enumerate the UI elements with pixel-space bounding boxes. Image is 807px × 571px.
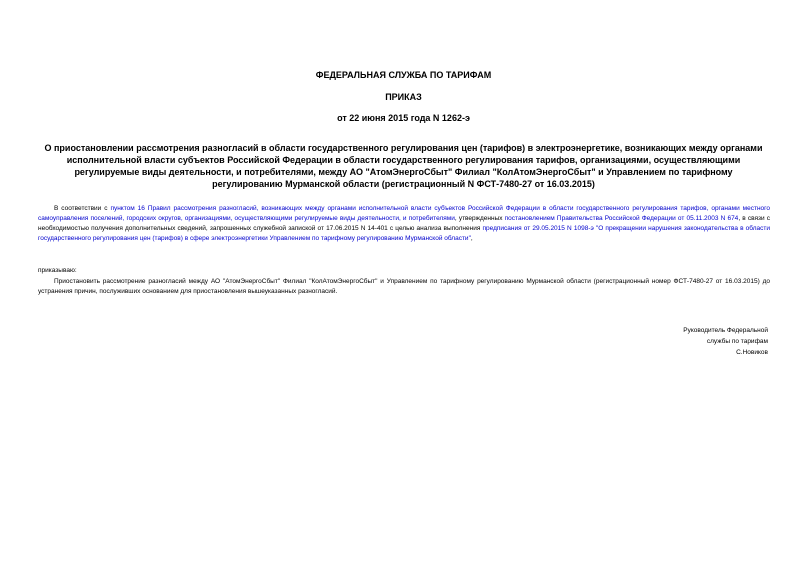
- order-word: приказываю:: [38, 267, 77, 274]
- date-number: от 22 июня 2015 года N 1262-э: [337, 113, 470, 123]
- order-text: Приостановить рассмотрение разногласий между АО "АтомЭнергоСбыт" Филиал "КолАтомЭнергоСбыт" и Управлением по тарифному регулированию Мурманской области (регистрационный номер ФСТ-7480-27 от 16.03.2015) до устранения причин, послуживших основанием для приостановления вышеуказанных разногласий.: [38, 278, 770, 295]
- prescription-link[interactable]: предписания от 29.05.2015 N 1098-э "О прекращении нарушения законодательства в области государственного регулирования цен (тарифов) в сфере электроэнергетики Управлением по тарифному регулированию Мурманской области": [38, 225, 770, 242]
- signature-block: [560, 325, 768, 358]
- rules-link[interactable]: пунктом 16 Правил рассмотрения разногласий, возникающих между органами исполнительной власти субъектов Российской Федерации в области государственного регулирования тарифов, органами местного самоуправления поселений, городских округов, организациями, осуществляющими регулируемые виды деятельности, и потребителями: [38, 205, 771, 222]
- signature-position-line-1: Руководитель Федеральной: [683, 327, 768, 334]
- signature-name: С.Новиков: [736, 349, 768, 356]
- order-paragraph: [38, 277, 770, 297]
- doc-type-heading: ПРИКАЗ: [385, 92, 422, 102]
- agency-heading: ФЕДЕРАЛЬНАЯ СЛУЖБА ПО ТАРИФАМ: [315, 70, 492, 80]
- signature-position-line-2: службы по тарифам: [706, 338, 768, 345]
- resolution-link[interactable]: постановлением Правительства Российской Федерации от 05.11.2003 N 674: [504, 215, 739, 222]
- preamble-text-4: ,: [470, 235, 473, 242]
- preamble-paragraph: [38, 204, 770, 244]
- preamble-text-2: , утвержденных: [454, 215, 505, 222]
- document-title: О приостановлении рассмотрения разногласий в области государственного регулирования цен (тарифов) в электроэнергетике, возникающих между органами исполнительной власти субъектов Российской Федерации в области государственного регулирования тарифов, организациями, осуществляющими регулируемые виды деятельности, и потребителями, между АО "АтомЭнергоСбыт" Филиал "КолАтомЭнергоСбыт" и Управлением по тарифному регулированию Мурманской области (регистрационный N ФСТ-7480-27 от 16.03.2015): [44, 143, 763, 189]
- preamble-text-1: В соответствии с: [54, 205, 111, 212]
- preamble-text-3: , в связи с необходимостью получения дополнительных сведений, запрошенных служебной запиской от 17.06.2015 N 14-401 с целью анализа выполнения: [38, 215, 770, 232]
